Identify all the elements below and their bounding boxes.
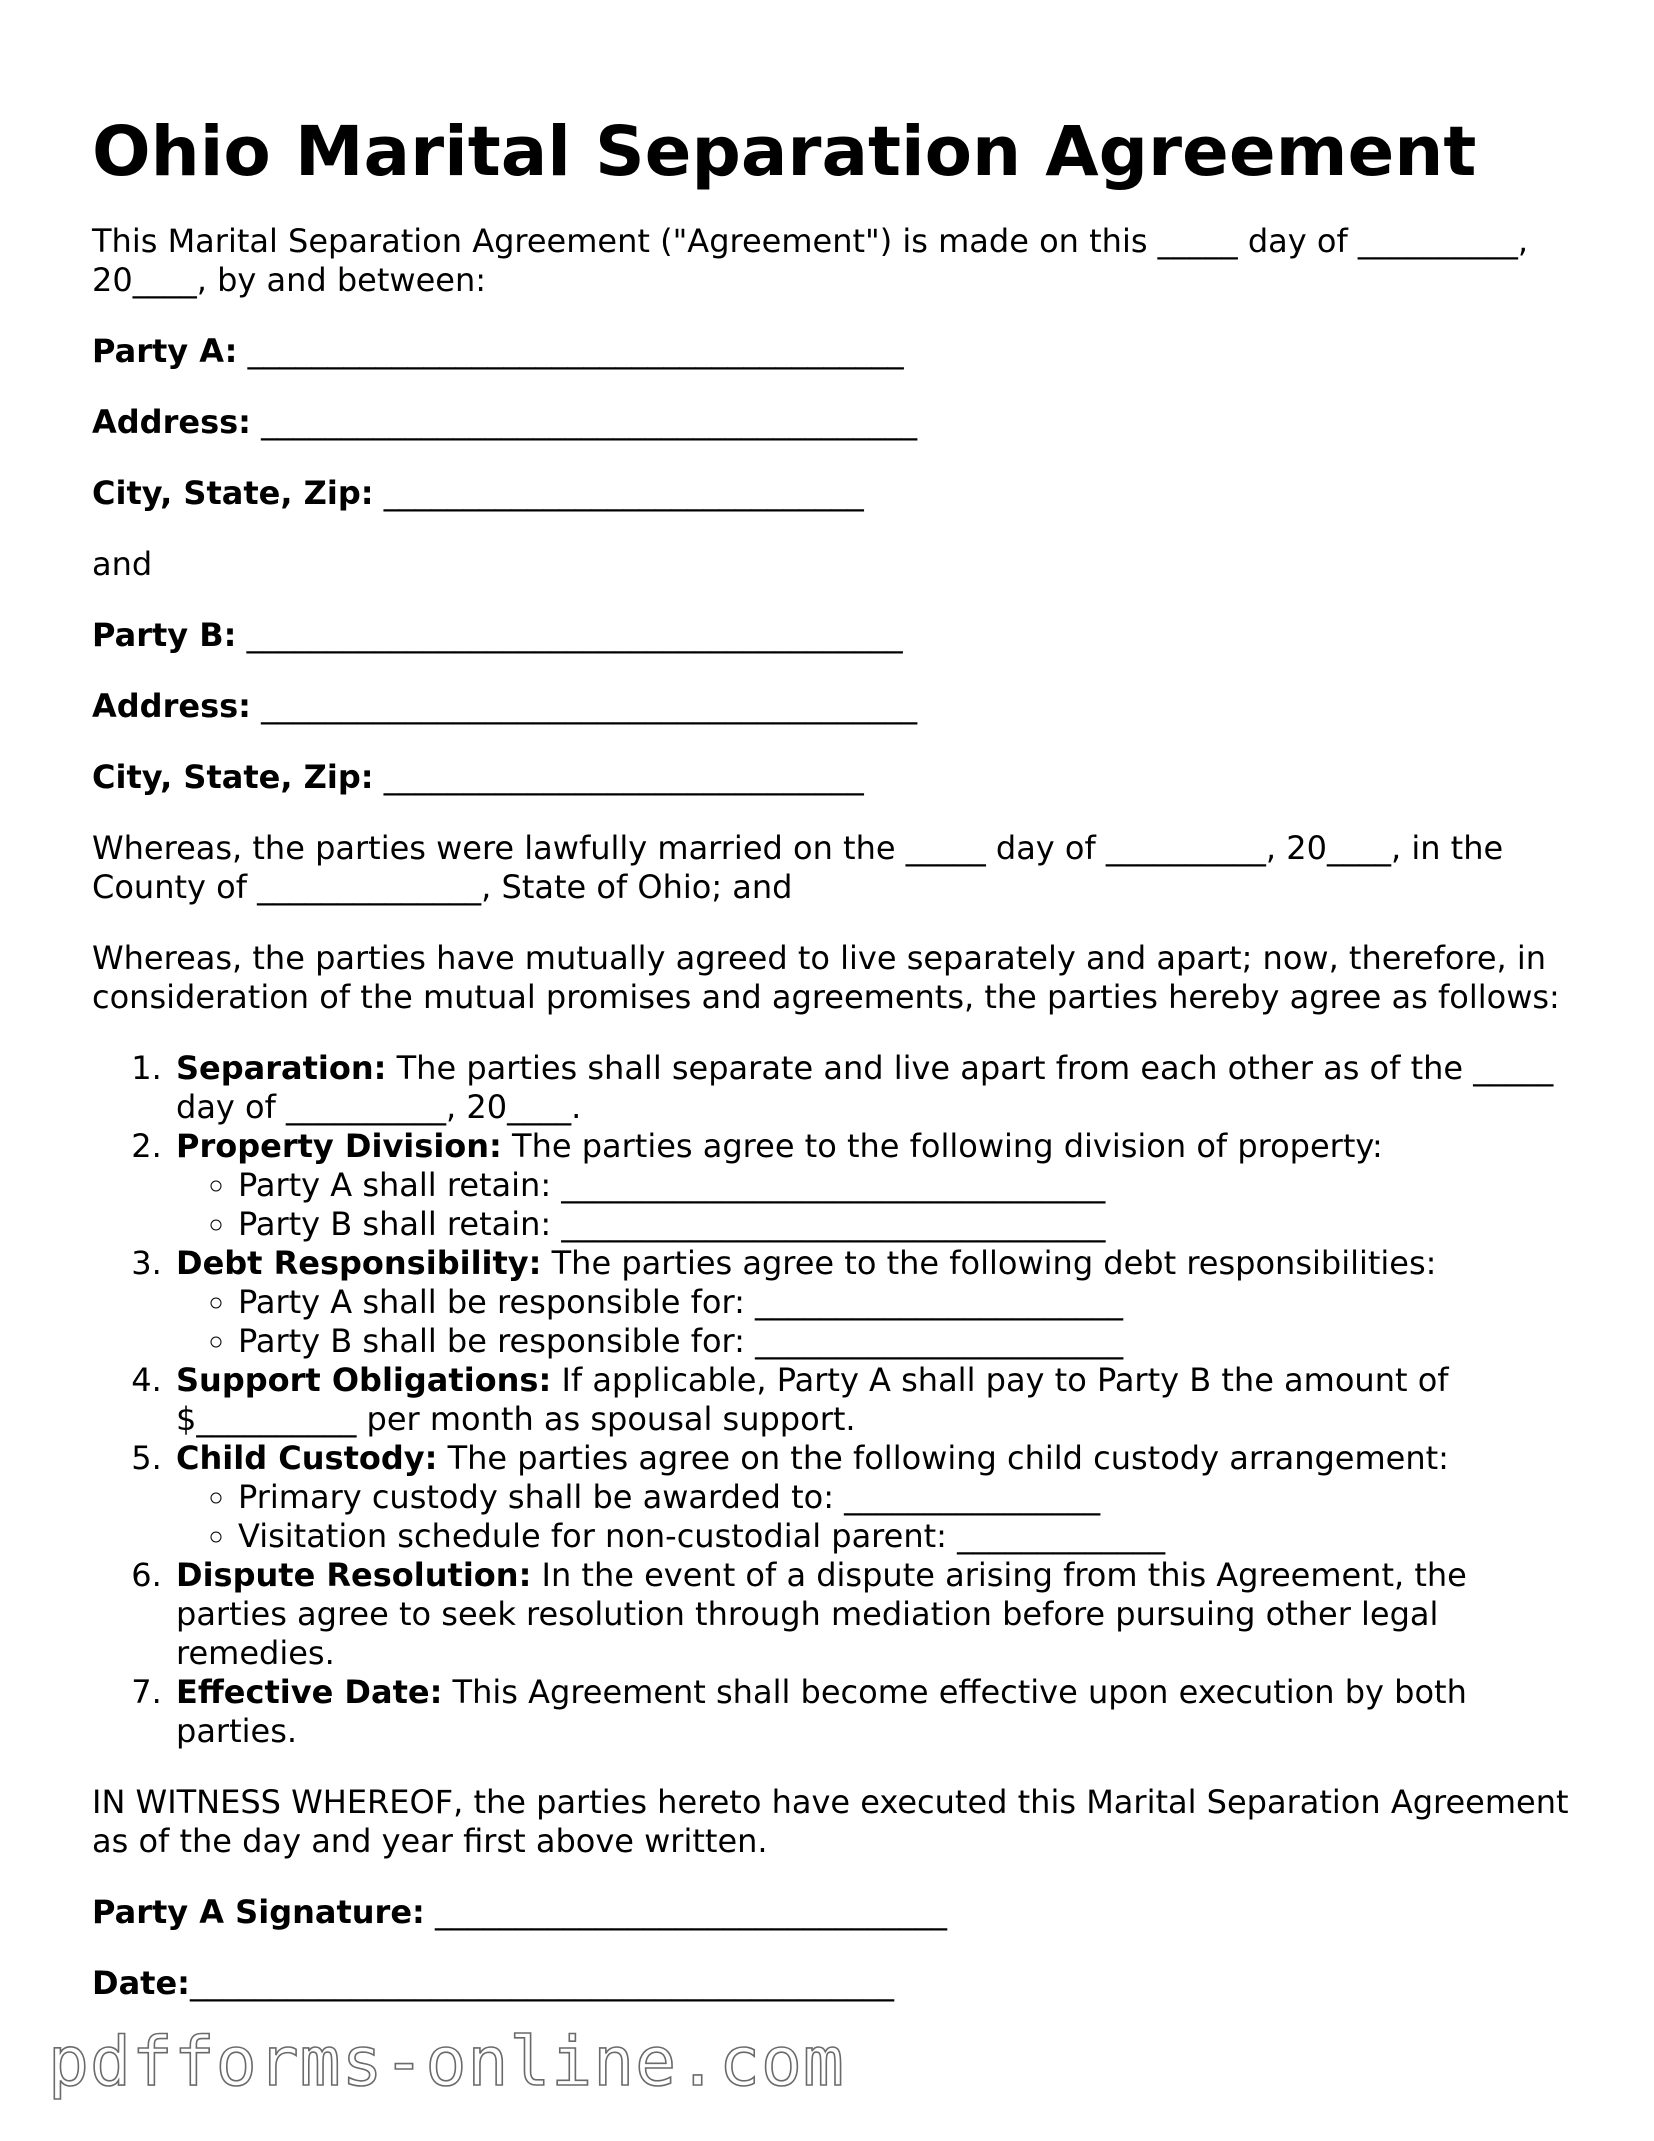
field-label: Party A: xyxy=(92,332,238,370)
intro-paragraph: This Marital Separation Agreement ("Agreement") is made on this _____ day of __________, 20____, by and between: xyxy=(92,222,1529,299)
blank-line[interactable]: ____________________________________________ xyxy=(189,1964,894,2002)
party-b-city-state-zip-field xyxy=(92,758,1572,797)
clause-title: Support Obligations: xyxy=(176,1361,552,1399)
witness-paragraph: IN WITNESS WHEREOF, the parties hereto have executed this Marital Separation Agreement as of the day and year first above written. xyxy=(92,1783,1569,1860)
clause-text: If applicable, Party A shall pay to Party B the amount of $__________ per month as spousal support. xyxy=(176,1361,1449,1438)
field-label: Address: xyxy=(92,687,251,725)
field-label: Party A Signature: xyxy=(92,1893,425,1931)
clause-separation xyxy=(172,1049,1572,1127)
clause-text: The parties shall separate and live apart from each other as of the _____ day of __________, 20____. xyxy=(176,1049,1554,1126)
field-label: City, State, Zip: xyxy=(92,758,374,796)
field-label: Date: xyxy=(92,1964,190,2002)
clause-title: Property Division: xyxy=(176,1127,502,1165)
list-item: ◦ Party B shall be responsible for: _______________________ xyxy=(238,1322,1572,1361)
list-item: ◦ Party B shall retain: __________________________________ xyxy=(238,1205,1572,1244)
watermark-text: pdfforms-online.com xyxy=(48,2023,845,2102)
blank-line[interactable]: ______________________________ xyxy=(383,474,864,512)
sub-list xyxy=(176,1166,1572,1244)
blank-line[interactable]: ________________________________ xyxy=(435,1893,947,1931)
clause-effective-date xyxy=(172,1673,1572,1751)
blank-line[interactable]: _________________________________________ xyxy=(261,403,918,441)
clause-support-obligations xyxy=(172,1361,1572,1439)
clause-title: Effective Date: xyxy=(176,1673,443,1711)
field-label: City, State, Zip: xyxy=(92,474,374,512)
clause-text: The parties agree on the following child custody arrangement: xyxy=(437,1439,1449,1477)
clause-title: Debt Responsibility: xyxy=(176,1244,542,1282)
list-item: ◦ Visitation schedule for non-custodial parent: _____________ xyxy=(238,1517,1572,1556)
clause-title: Separation: xyxy=(176,1049,387,1087)
clause-property-division xyxy=(172,1127,1572,1244)
clause-title: Dispute Resolution: xyxy=(176,1556,532,1594)
clause-dispute-resolution xyxy=(172,1556,1572,1673)
list-item: ◦ Party A shall be responsible for: _______________________ xyxy=(238,1283,1572,1322)
clause-title: Child Custody: xyxy=(176,1439,438,1477)
party-a-name-field xyxy=(92,332,1572,371)
whereas-married-paragraph: Whereas, the parties were lawfully married on the _____ day of __________, 20____, in the County of ______________, State of Ohio; and xyxy=(92,829,1504,906)
clause-text: In the event of a dispute arising from this Agreement, the parties agree to seek resolution through mediation before pursuing other legal remedies. xyxy=(176,1556,1467,1672)
document-page xyxy=(92,110,1572,2035)
clause-child-custody xyxy=(172,1439,1572,1556)
blank-line[interactable]: _________________________________________ xyxy=(246,616,903,654)
field-label: Party B: xyxy=(92,616,237,654)
party-b-name-field xyxy=(92,616,1572,655)
field-label: Address: xyxy=(92,403,251,441)
party-a-address-field xyxy=(92,403,1572,442)
blank-line[interactable]: _________________________________________ xyxy=(247,332,904,370)
sub-list xyxy=(176,1478,1572,1556)
blank-line[interactable]: ______________________________ xyxy=(383,758,864,796)
clause-text: This Agreement shall become effective upon execution by both parties. xyxy=(176,1673,1467,1750)
sub-list xyxy=(176,1283,1572,1361)
and-text: and xyxy=(92,545,153,583)
clause-debt-responsibility xyxy=(172,1244,1572,1361)
clause-list xyxy=(92,1049,1572,1751)
blank-line[interactable]: _________________________________________ xyxy=(261,687,918,725)
list-item: ◦ Primary custody shall be awarded to: ________________ xyxy=(238,1478,1572,1517)
party-b-address-field xyxy=(92,687,1572,726)
list-item: ◦ Party A shall retain: __________________________________ xyxy=(238,1166,1572,1205)
party-a-signature-field xyxy=(92,1893,1572,1932)
clause-text: The parties agree to the following division of property: xyxy=(501,1127,1383,1165)
page-title: Ohio Marital Separation Agreement xyxy=(92,112,1477,192)
clause-text: The parties agree to the following debt responsibilities: xyxy=(541,1244,1437,1282)
date-field xyxy=(92,1964,1572,2003)
party-a-city-state-zip-field xyxy=(92,474,1572,513)
whereas-agreed-paragraph: Whereas, the parties have mutually agreed to live separately and apart; now, therefore, in consideration of the mutual promises and agreements, the parties hereby agree as follows: xyxy=(92,939,1560,1016)
